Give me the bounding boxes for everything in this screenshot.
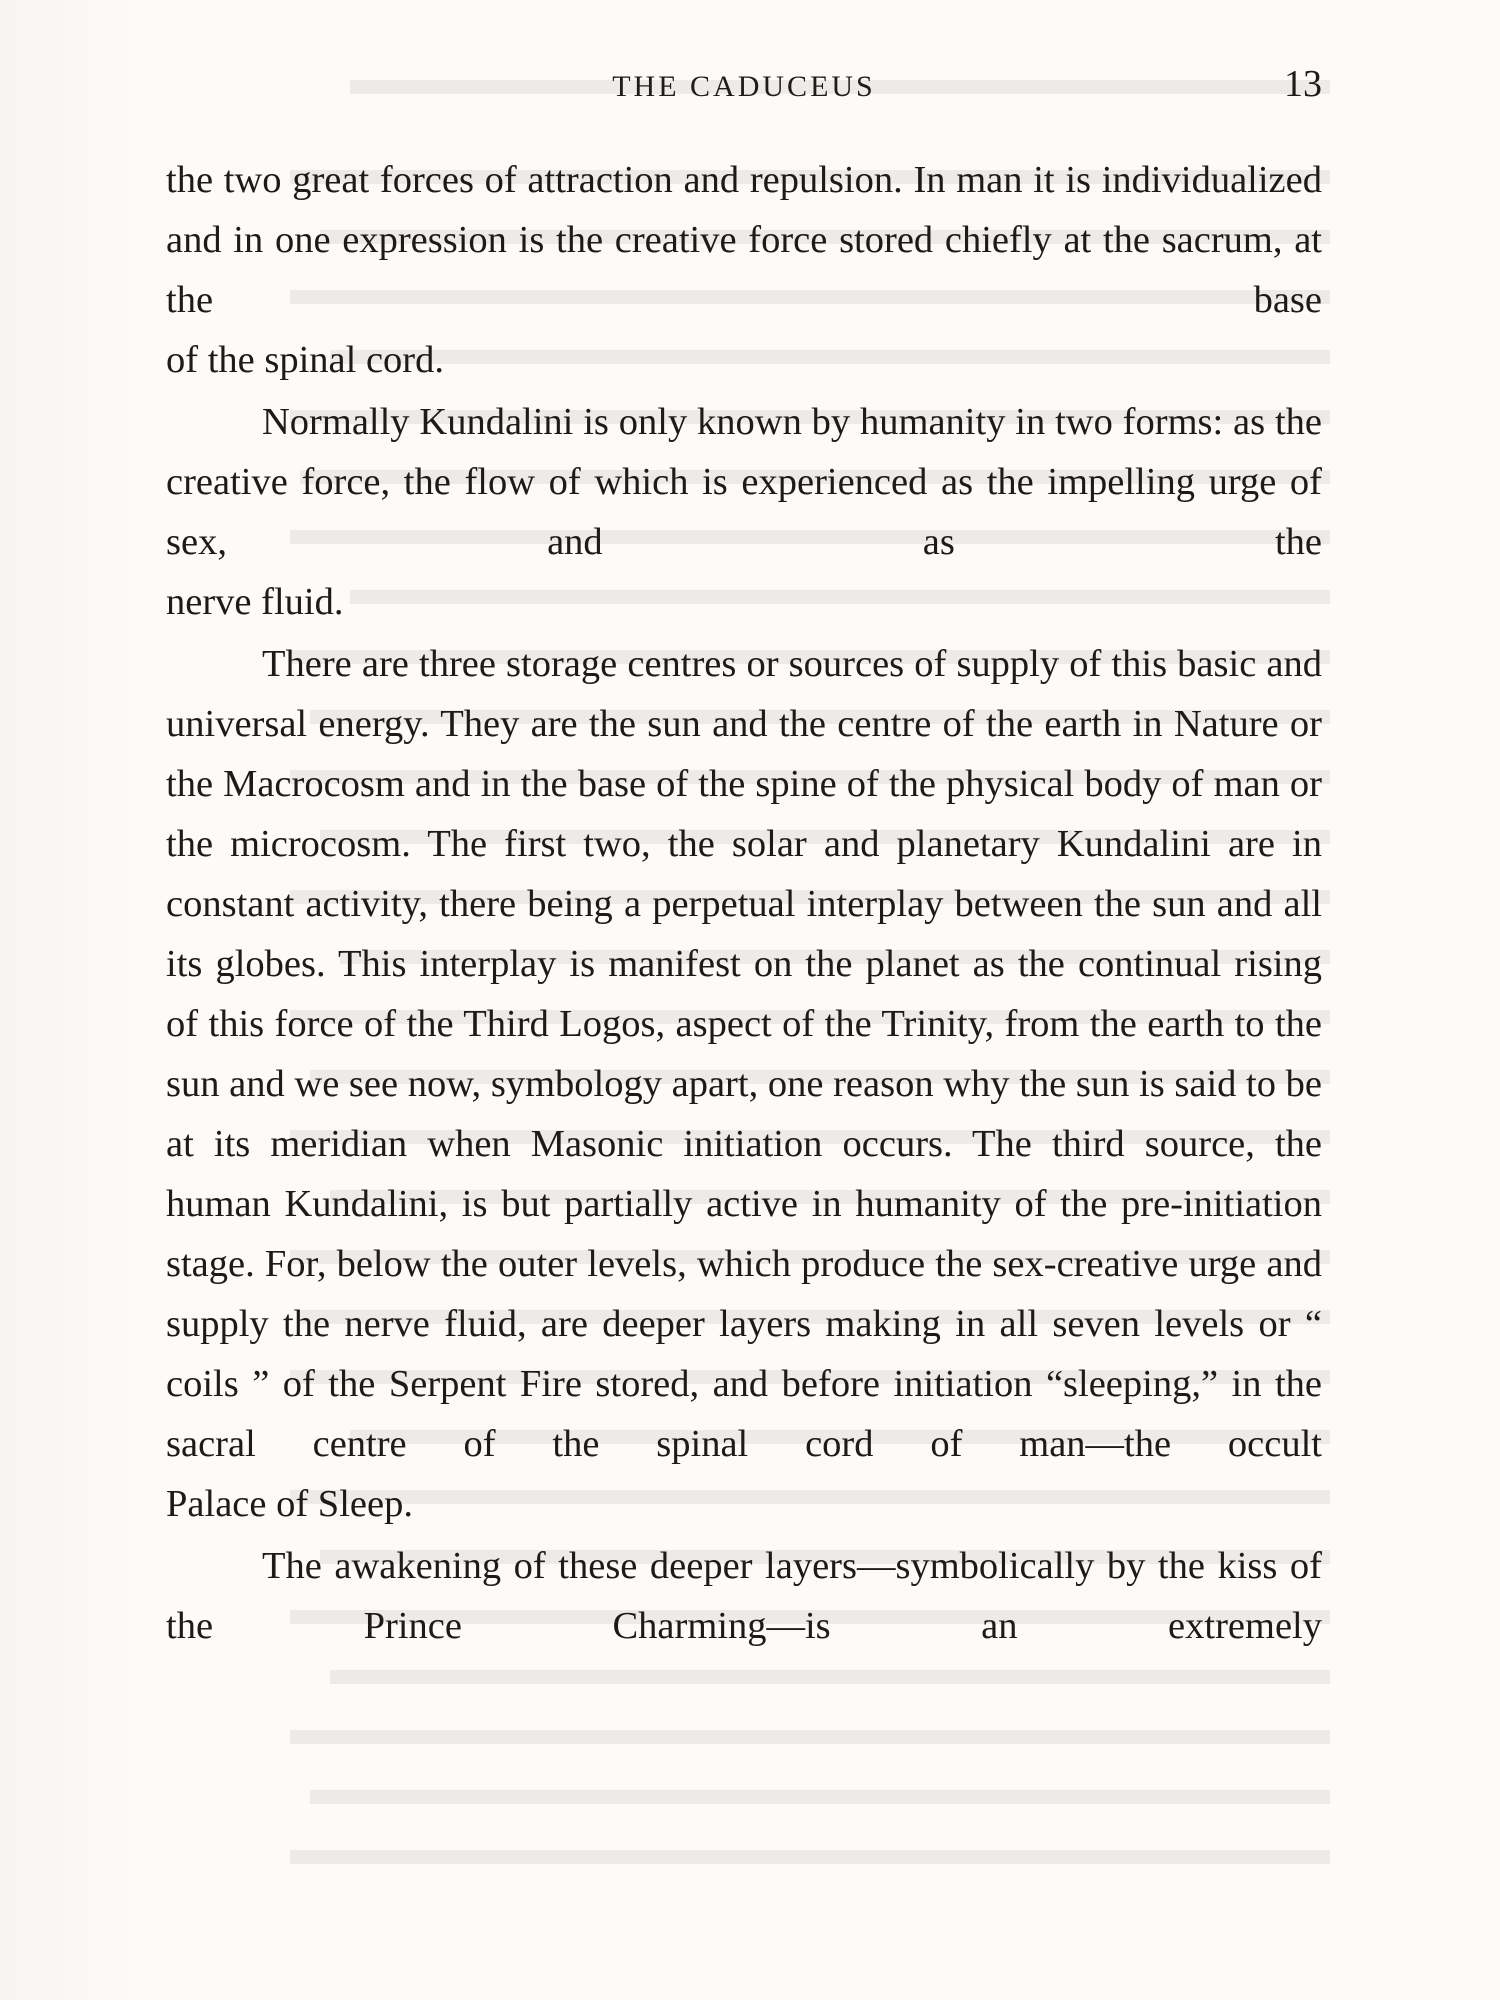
paragraph-2 [166, 392, 1322, 632]
paragraph-text: the two great forces of attraction and repulsion. In man it is individualized and in one expression is the creative force stored chiefly at the sacrum, at the base [166, 159, 1322, 321]
paragraph-3 [166, 634, 1322, 1534]
running-title: THE CADUCEUS [612, 70, 876, 103]
paragraph-4 [166, 1536, 1322, 1656]
paragraph-text: There are three storage centres or sources of supply of this basic and universal energy. They are the sun and the centre of the earth in Nature or the Macrocosm and in the base of the spine of the physical body of man or the microcosm. The first two, the solar and planetary Kundalini are in constant activity, there being a perpetual interplay between the sun and all its globes. This interplay is manifest on the planet as the continual rising of this force of the Third Logos, aspect of the Trinity, from the earth to the sun and we see now, symbology apart, one reason why the sun is said to be at its meridian when Masonic initiation occurs. The third source, the human Kundalini, is but partially active in humanity of the pre-initiation stage. For, below the outer levels, which produce the sex-creative urge and supply the nerve fluid, are deeper layers making in all seven levels or “ coils ” of the Serpent Fire stored, and before initiation “sleeping,” in the sacral centre of the spinal cord of man—the occult [166, 643, 1322, 1465]
running-header [166, 62, 1322, 112]
paragraph-1 [166, 150, 1322, 390]
paragraph-text: Normally Kundalini is only known by humanity in two forms: as the creative force, the flow of which is experienced as the impelling urge of sex, and as the [166, 401, 1322, 563]
paragraph-text: The awakening of these deeper layers—symbolically by the kiss of the Prince Charming—is an extremely [166, 1545, 1322, 1647]
paragraph-last-line: Palace of Sleep. [166, 1483, 413, 1525]
paragraph-last-line: nerve fluid. [166, 581, 344, 623]
page-gutter-shadow [0, 0, 138, 2000]
page-number: 13 [1284, 63, 1322, 105]
body-text [166, 150, 1322, 1656]
paragraph-last-line: of the spinal cord. [166, 339, 444, 381]
